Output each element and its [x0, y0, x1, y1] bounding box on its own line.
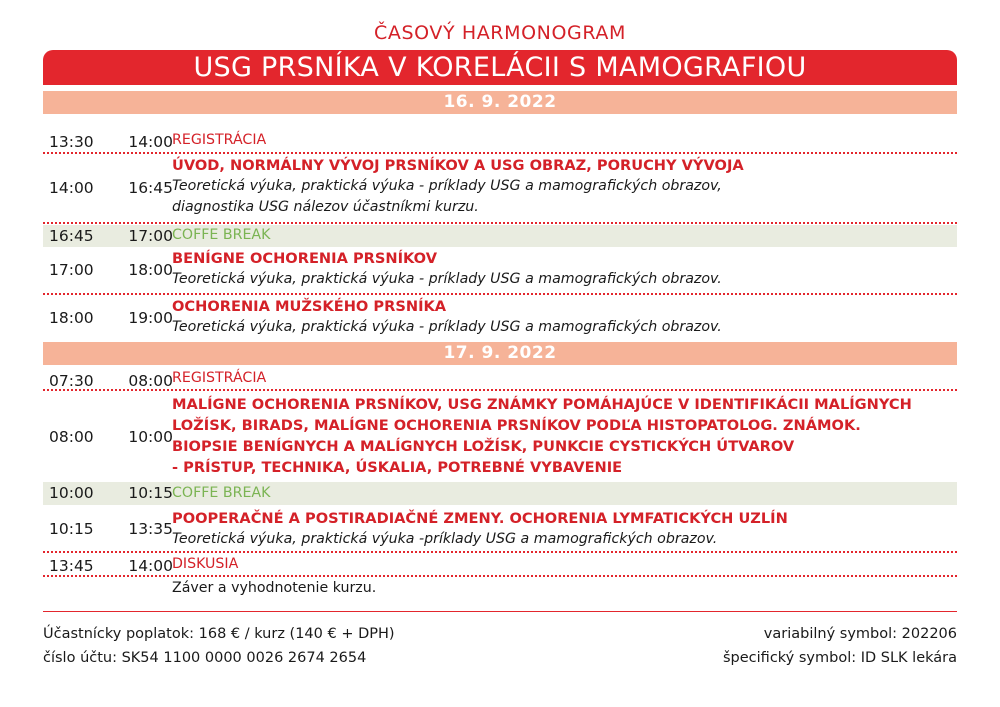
end-time: 14:00 [128, 133, 173, 151]
coffee-break-label: COFFE BREAK [172, 485, 271, 501]
registration-label: REGISTRÁCIA [172, 132, 267, 148]
start-time: 10:00 [49, 484, 94, 502]
session-description [172, 248, 951, 290]
time-range [49, 309, 173, 327]
schedule-row [43, 394, 957, 479]
fee-text: Účastnícky poplatok: 168 € / kurz (140 € + DPH) [43, 626, 395, 642]
start-time: 16:45 [49, 227, 94, 245]
account-number: číslo účtu: SK54 1100 0000 0026 2674 2654 [43, 650, 367, 666]
course-title-banner: USG PRSNÍKA V KORELÁCII S MAMOGRAFIOU [43, 50, 957, 85]
day1-date-bar: 16. 9. 2022 [43, 91, 957, 114]
start-time: 17:00 [49, 261, 94, 279]
coffee-break-label: COFFE BREAK [172, 227, 271, 243]
session-text: Teoretická výuka, praktická výuka - príklady USG a mamografických obrazov, [172, 178, 722, 194]
schedule-row [43, 248, 957, 295]
session-description [172, 508, 951, 550]
session-text: diagnostika USG nálezov účastníkmi kurzu. [172, 199, 479, 215]
session-description [172, 394, 951, 478]
schedule-subtitle: ČASOVÝ HARMONOGRAM [374, 22, 626, 44]
session-description [172, 155, 951, 218]
time-range [49, 484, 173, 502]
session-title: - PRÍSTUP, TECHNIKA, ÚSKALIA, POTREBNÉ VYBAVENIE [172, 459, 623, 476]
time-range [49, 520, 173, 538]
session-text: Teoretická výuka, praktická výuka -príklady USG a mamografických obrazov. [172, 531, 718, 547]
session-title: POOPERAČNÉ A POSTIRADIAČNÉ ZMENY. OCHORENIA LYMFATICKÝCH UZLÍN [172, 510, 788, 527]
session-description [172, 296, 951, 338]
coffee-break-row [43, 225, 957, 247]
start-time: 08:00 [49, 428, 94, 446]
start-time: 13:45 [49, 557, 94, 575]
coffee-break-row [43, 482, 957, 505]
schedule-row [43, 578, 957, 600]
session-title: ÚVOD, NORMÁLNY VÝVOJ PRSNÍKOV A USG OBRAZ, PORUCHY VÝVOJA [172, 157, 744, 174]
end-time: 14:00 [128, 557, 173, 575]
end-time: 10:15 [128, 484, 173, 502]
start-time: 10:15 [49, 520, 94, 538]
end-time: 17:00 [128, 227, 173, 245]
end-time: 13:35 [128, 520, 173, 538]
start-time: 13:30 [49, 133, 94, 151]
time-range [49, 557, 173, 575]
discussion-label: DISKUSIA [172, 556, 239, 572]
start-time: 14:00 [49, 179, 94, 197]
footer-divider [43, 611, 957, 612]
schedule-row [43, 369, 957, 391]
session-title: OCHORENIA MUŽSKÉHO PRSNÍKA [172, 298, 447, 315]
variable-symbol: variabilný symbol: 202206 [763, 626, 957, 642]
end-time: 10:00 [128, 428, 173, 446]
day2-date-bar: 17. 9. 2022 [43, 342, 957, 365]
session-title: MALÍGNE OCHORENIA PRSNÍKOV, USG ZNÁMKY POMÁHAJÚCE V IDENTIFIKÁCII MALÍGNYCH [172, 396, 912, 413]
schedule-row [43, 296, 957, 340]
session-text: Teoretická výuka, praktická výuka - príklady USG a mamografických obrazov. [172, 319, 722, 335]
time-range [49, 372, 173, 390]
time-range [49, 227, 173, 245]
time-range [49, 133, 173, 151]
session-title: BIOPSIE BENÍGNYCH A MALÍGNYCH LOŽÍSK, PUNKCIE CYSTICKÝCH ÚTVAROV [172, 438, 795, 455]
registration-label: REGISTRÁCIA [172, 370, 267, 386]
end-time: 08:00 [128, 372, 173, 390]
end-time: 16:45 [128, 179, 173, 197]
symbol-info [723, 622, 957, 670]
start-time: 18:00 [49, 309, 94, 327]
closing-text: Záver a vyhodnotenie kurzu. [172, 580, 377, 596]
schedule-row [43, 554, 957, 577]
end-time: 18:00 [128, 261, 173, 279]
time-range [49, 261, 173, 279]
end-time: 19:00 [128, 309, 173, 327]
schedule-row [43, 130, 957, 154]
session-title: LOŽÍSK, BIRADS, MALÍGNE OCHORENIA PRSNÍKOV PODĽA HISTOPATOLOG. ZNÁMOK. [172, 417, 861, 434]
session-title: BENÍGNE OCHORENIA PRSNÍKOV [172, 250, 437, 267]
time-range [49, 428, 173, 446]
payment-info [43, 622, 395, 670]
session-text: Teoretická výuka, praktická výuka - príklady USG a mamografických obrazov. [172, 271, 722, 287]
specific-symbol: špecifický symbol: ID SLK lekára [723, 650, 957, 666]
schedule-row [43, 154, 957, 224]
schedule-row [43, 508, 957, 553]
start-time: 07:30 [49, 372, 94, 390]
time-range [49, 179, 173, 197]
